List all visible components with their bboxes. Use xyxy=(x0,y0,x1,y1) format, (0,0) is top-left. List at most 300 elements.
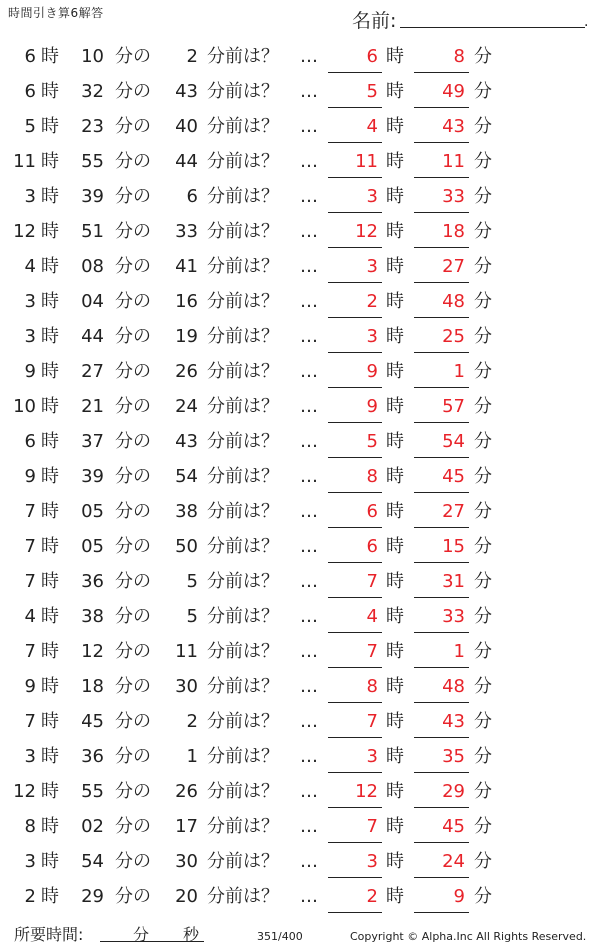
answer-hour-line[interactable] xyxy=(328,247,382,248)
answer-minute-label: 分 xyxy=(474,361,492,382)
answer-minute-line[interactable] xyxy=(414,177,469,178)
hour-label: 時 xyxy=(41,151,59,172)
answer-minute-label: 分 xyxy=(474,536,492,557)
start-hour: 10 xyxy=(13,396,36,417)
before-label: 分前は？ xyxy=(207,431,279,452)
before-label: 分前は？ xyxy=(207,116,279,137)
of-label: 分の xyxy=(115,886,151,907)
start-minute: 12 xyxy=(81,641,104,662)
answer-hour-line[interactable] xyxy=(328,877,382,878)
answer-hour: 5 xyxy=(366,431,378,452)
start-minute: 36 xyxy=(81,571,104,592)
problem-row xyxy=(0,145,600,180)
answer-minute: 27 xyxy=(442,256,465,277)
answer-minute-label: 分 xyxy=(474,396,492,417)
answer-minute-line[interactable] xyxy=(414,737,469,738)
problem-row xyxy=(0,320,600,355)
answer-minute-label: 分 xyxy=(474,81,492,102)
start-hour: 12 xyxy=(13,781,36,802)
of-label: 分の xyxy=(115,81,151,102)
start-minute: 23 xyxy=(81,116,104,137)
answer-hour-line[interactable] xyxy=(328,457,382,458)
problem-row xyxy=(0,40,600,75)
answer-hour-line[interactable] xyxy=(328,212,382,213)
answer-hour: 7 xyxy=(366,816,378,837)
start-minute: 55 xyxy=(81,151,104,172)
start-hour: 9 xyxy=(24,466,36,487)
ellipsis: … xyxy=(300,46,318,67)
problem-list xyxy=(0,40,600,915)
minutes-before: 1 xyxy=(186,746,198,767)
of-label: 分の xyxy=(115,816,151,837)
start-minute: 02 xyxy=(81,816,104,837)
of-label: 分の xyxy=(115,711,151,732)
answer-minute-line[interactable] xyxy=(414,247,469,248)
start-hour: 11 xyxy=(13,151,36,172)
start-minute: 29 xyxy=(81,886,104,907)
answer-minute-line[interactable] xyxy=(414,632,469,633)
hour-label: 時 xyxy=(41,396,59,417)
answer-minute-label: 分 xyxy=(474,571,492,592)
minutes-before: 24 xyxy=(175,396,198,417)
before-label: 分前は？ xyxy=(207,396,279,417)
start-hour: 6 xyxy=(24,81,36,102)
answer-minute: 45 xyxy=(442,816,465,837)
problem-row xyxy=(0,110,600,145)
answer-minute-line[interactable] xyxy=(414,282,469,283)
time-required-label: 所要時間: xyxy=(14,925,84,944)
minutes-before: 2 xyxy=(186,46,198,67)
before-label: 分前は？ xyxy=(207,571,279,592)
of-label: 分の xyxy=(115,326,151,347)
before-label: 分前は？ xyxy=(207,711,279,732)
start-hour: 8 xyxy=(24,816,36,837)
start-hour: 4 xyxy=(24,256,36,277)
answer-minute: 48 xyxy=(442,676,465,697)
answer-hour-line[interactable] xyxy=(328,667,382,668)
hour-label: 時 xyxy=(41,116,59,137)
before-label: 分前は？ xyxy=(207,186,279,207)
minutes-before: 33 xyxy=(175,221,198,242)
answer-minute-line[interactable] xyxy=(414,142,469,143)
of-label: 分の xyxy=(115,676,151,697)
problem-row xyxy=(0,180,600,215)
start-hour: 3 xyxy=(24,186,36,207)
answer-minute: 33 xyxy=(442,186,465,207)
answer-hour-label: 時 xyxy=(386,431,404,452)
start-minute: 05 xyxy=(81,536,104,557)
answer-minute-label: 分 xyxy=(474,431,492,452)
hour-label: 時 xyxy=(41,571,59,592)
of-label: 分の xyxy=(115,536,151,557)
answer-minute-label: 分 xyxy=(474,851,492,872)
before-label: 分前は？ xyxy=(207,291,279,312)
name-field-end: . xyxy=(584,14,589,30)
answer-hour-line[interactable] xyxy=(328,772,382,773)
answer-minute: 9 xyxy=(453,886,465,907)
problem-row xyxy=(0,775,600,810)
answer-hour: 6 xyxy=(366,46,378,67)
answer-hour: 8 xyxy=(366,676,378,697)
minutes-before: 19 xyxy=(175,326,198,347)
answer-hour: 12 xyxy=(355,221,378,242)
before-label: 分前は？ xyxy=(207,326,279,347)
ellipsis: … xyxy=(300,396,318,417)
start-hour: 7 xyxy=(24,641,36,662)
before-label: 分前は？ xyxy=(207,361,279,382)
answer-hour-label: 時 xyxy=(386,361,404,382)
answer-hour-line[interactable] xyxy=(328,72,382,73)
of-label: 分の xyxy=(115,186,151,207)
answer-hour: 3 xyxy=(366,746,378,767)
answer-hour-label: 時 xyxy=(386,466,404,487)
answer-hour-label: 時 xyxy=(386,501,404,522)
ellipsis: … xyxy=(300,676,318,697)
ellipsis: … xyxy=(300,326,318,347)
answer-minute-label: 分 xyxy=(474,606,492,627)
answer-hour-label: 時 xyxy=(386,746,404,767)
answer-hour-line[interactable] xyxy=(328,527,382,528)
answer-hour-label: 時 xyxy=(386,816,404,837)
answer-minute-label: 分 xyxy=(474,886,492,907)
answer-hour: 3 xyxy=(366,851,378,872)
answer-hour: 5 xyxy=(366,81,378,102)
minutes-before: 41 xyxy=(175,256,198,277)
ellipsis: … xyxy=(300,501,318,522)
hour-label: 時 xyxy=(41,501,59,522)
start-hour: 2 xyxy=(24,886,36,907)
answer-hour-line[interactable] xyxy=(328,317,382,318)
answer-minute-line[interactable] xyxy=(414,492,469,493)
problem-row xyxy=(0,460,600,495)
problem-row xyxy=(0,390,600,425)
of-label: 分の xyxy=(115,501,151,522)
problem-row xyxy=(0,285,600,320)
ellipsis: … xyxy=(300,606,318,627)
before-label: 分前は？ xyxy=(207,606,279,627)
start-minute: 32 xyxy=(81,81,104,102)
of-label: 分の xyxy=(115,361,151,382)
ellipsis: … xyxy=(300,641,318,662)
name-field-line[interactable] xyxy=(400,27,585,28)
answer-minute: 15 xyxy=(442,536,465,557)
answer-hour-line[interactable] xyxy=(328,562,382,563)
of-label: 分の xyxy=(115,256,151,277)
start-minute: 04 xyxy=(81,291,104,312)
ellipsis: … xyxy=(300,816,318,837)
answer-hour-label: 時 xyxy=(386,606,404,627)
of-label: 分の xyxy=(115,431,151,452)
answer-hour-line[interactable] xyxy=(328,737,382,738)
answer-minute-line[interactable] xyxy=(414,667,469,668)
answer-hour-line[interactable] xyxy=(328,492,382,493)
minutes-before: 44 xyxy=(175,151,198,172)
problem-row xyxy=(0,880,600,915)
hour-label: 時 xyxy=(41,781,59,802)
answer-minute-label: 分 xyxy=(474,291,492,312)
answer-minute: 29 xyxy=(442,781,465,802)
of-label: 分の xyxy=(115,746,151,767)
answer-minute-line[interactable] xyxy=(414,72,469,73)
hour-label: 時 xyxy=(41,606,59,627)
answer-hour-line[interactable] xyxy=(328,387,382,388)
problem-row xyxy=(0,215,600,250)
answer-hour: 3 xyxy=(366,256,378,277)
answer-minute-line[interactable] xyxy=(414,317,469,318)
answer-minute-line[interactable] xyxy=(414,807,469,808)
before-label: 分前は？ xyxy=(207,46,279,67)
answer-minute: 1 xyxy=(453,641,465,662)
before-label: 分前は？ xyxy=(207,81,279,102)
answer-hour-line[interactable] xyxy=(328,352,382,353)
hour-label: 時 xyxy=(41,466,59,487)
answer-minute: 57 xyxy=(442,396,465,417)
answer-hour: 2 xyxy=(366,886,378,907)
ellipsis: … xyxy=(300,746,318,767)
problem-row xyxy=(0,530,600,565)
start-hour: 7 xyxy=(24,711,36,732)
minutes-before: 43 xyxy=(175,431,198,452)
answer-minute: 1 xyxy=(453,361,465,382)
hour-label: 時 xyxy=(41,711,59,732)
answer-minute-label: 分 xyxy=(474,711,492,732)
answer-minute-label: 分 xyxy=(474,781,492,802)
minutes-before: 40 xyxy=(175,116,198,137)
answer-hour-line[interactable] xyxy=(328,282,382,283)
answer-hour-line[interactable] xyxy=(328,597,382,598)
answer-hour-line[interactable] xyxy=(328,422,382,423)
ellipsis: … xyxy=(300,851,318,872)
start-hour: 3 xyxy=(24,746,36,767)
start-minute: 45 xyxy=(81,711,104,732)
minutes-before: 17 xyxy=(175,816,198,837)
ellipsis: … xyxy=(300,256,318,277)
ellipsis: … xyxy=(300,186,318,207)
answer-minute: 48 xyxy=(442,291,465,312)
answer-hour-label: 時 xyxy=(386,186,404,207)
before-label: 分前は？ xyxy=(207,851,279,872)
of-label: 分の xyxy=(115,571,151,592)
ellipsis: … xyxy=(300,886,318,907)
start-minute: 44 xyxy=(81,326,104,347)
answer-hour-label: 時 xyxy=(386,221,404,242)
worksheet-title: 時間引き算6解答 xyxy=(8,6,104,20)
start-hour: 3 xyxy=(24,326,36,347)
hour-label: 時 xyxy=(41,536,59,557)
problem-row xyxy=(0,810,600,845)
answer-hour-line[interactable] xyxy=(328,912,382,913)
answer-minute-line[interactable] xyxy=(414,877,469,878)
answer-minute-line[interactable] xyxy=(414,387,469,388)
answer-minute: 24 xyxy=(442,851,465,872)
before-label: 分前は？ xyxy=(207,221,279,242)
minutes-before: 5 xyxy=(186,571,198,592)
minutes-before: 54 xyxy=(175,466,198,487)
answer-minute-label: 分 xyxy=(474,46,492,67)
hour-label: 時 xyxy=(41,291,59,312)
answer-hour: 3 xyxy=(366,186,378,207)
start-minute: 21 xyxy=(81,396,104,417)
start-minute: 05 xyxy=(81,501,104,522)
before-label: 分前は？ xyxy=(207,781,279,802)
answer-minute-line[interactable] xyxy=(414,562,469,563)
answer-minute-line[interactable] xyxy=(414,912,469,913)
answer-minute-line[interactable] xyxy=(414,597,469,598)
answer-hour-label: 時 xyxy=(386,571,404,592)
answer-hour: 4 xyxy=(366,606,378,627)
answer-minute-line[interactable] xyxy=(414,212,469,213)
before-label: 分前は？ xyxy=(207,641,279,662)
hour-label: 時 xyxy=(41,361,59,382)
before-label: 分前は？ xyxy=(207,536,279,557)
start-hour: 9 xyxy=(24,676,36,697)
answer-minute-line[interactable] xyxy=(414,772,469,773)
minutes-before: 26 xyxy=(175,781,198,802)
answer-hour-line[interactable] xyxy=(328,702,382,703)
start-minute: 55 xyxy=(81,781,104,802)
minutes-before: 50 xyxy=(175,536,198,557)
answer-hour-label: 時 xyxy=(386,256,404,277)
ellipsis: … xyxy=(300,291,318,312)
start-hour: 12 xyxy=(13,221,36,242)
ellipsis: … xyxy=(300,536,318,557)
start-minute: 08 xyxy=(81,256,104,277)
start-minute: 51 xyxy=(81,221,104,242)
page-number: 351/400 xyxy=(257,930,303,943)
hour-label: 時 xyxy=(41,221,59,242)
answer-hour-label: 時 xyxy=(386,851,404,872)
of-label: 分の xyxy=(115,781,151,802)
answer-hour-line[interactable] xyxy=(328,177,382,178)
answer-minute-line[interactable] xyxy=(414,422,469,423)
ellipsis: … xyxy=(300,116,318,137)
answer-hour-label: 時 xyxy=(386,641,404,662)
minutes-before: 20 xyxy=(175,886,198,907)
ellipsis: … xyxy=(300,571,318,592)
problem-row xyxy=(0,845,600,880)
of-label: 分の xyxy=(115,851,151,872)
of-label: 分の xyxy=(115,291,151,312)
answer-hour-line[interactable] xyxy=(328,632,382,633)
answer-minute-line[interactable] xyxy=(414,527,469,528)
answer-minute: 33 xyxy=(442,606,465,627)
copyright: Copyright © Alpha.Inc All Rights Reserved. xyxy=(350,930,587,943)
ellipsis: … xyxy=(300,466,318,487)
of-label: 分の xyxy=(115,116,151,137)
answer-hour: 9 xyxy=(366,361,378,382)
start-hour: 3 xyxy=(24,851,36,872)
hour-label: 時 xyxy=(41,886,59,907)
minutes-before: 30 xyxy=(175,676,198,697)
answer-hour-label: 時 xyxy=(386,711,404,732)
answer-hour-label: 時 xyxy=(386,326,404,347)
start-minute: 39 xyxy=(81,466,104,487)
minutes-before: 30 xyxy=(175,851,198,872)
of-label: 分の xyxy=(115,606,151,627)
answer-hour: 3 xyxy=(366,326,378,347)
time-second-label: 秒 xyxy=(183,925,200,944)
answer-minute-line[interactable] xyxy=(414,702,469,703)
answer-minute: 25 xyxy=(442,326,465,347)
of-label: 分の xyxy=(115,641,151,662)
ellipsis: … xyxy=(300,361,318,382)
answer-hour-label: 時 xyxy=(386,291,404,312)
of-label: 分の xyxy=(115,46,151,67)
before-label: 分前は？ xyxy=(207,501,279,522)
answer-hour: 7 xyxy=(366,571,378,592)
problem-row xyxy=(0,670,600,705)
answer-minute: 11 xyxy=(442,151,465,172)
problem-row xyxy=(0,740,600,775)
hour-label: 時 xyxy=(41,816,59,837)
answer-minute: 35 xyxy=(442,746,465,767)
minutes-before: 6 xyxy=(186,186,198,207)
answer-hour-line[interactable] xyxy=(328,807,382,808)
of-label: 分の xyxy=(115,151,151,172)
answer-hour-label: 時 xyxy=(386,781,404,802)
answer-hour: 4 xyxy=(366,116,378,137)
start-hour: 7 xyxy=(24,571,36,592)
minutes-before: 11 xyxy=(175,641,198,662)
start-minute: 38 xyxy=(81,606,104,627)
answer-hour-label: 時 xyxy=(386,886,404,907)
hour-label: 時 xyxy=(41,186,59,207)
answer-minute-line[interactable] xyxy=(414,842,469,843)
answer-hour: 12 xyxy=(355,781,378,802)
start-minute: 27 xyxy=(81,361,104,382)
answer-minute-line[interactable] xyxy=(414,352,469,353)
start-hour: 3 xyxy=(24,291,36,312)
hour-label: 時 xyxy=(41,641,59,662)
start-minute: 39 xyxy=(81,186,104,207)
answer-minute-label: 分 xyxy=(474,466,492,487)
answer-hour: 11 xyxy=(355,151,378,172)
before-label: 分前は？ xyxy=(207,256,279,277)
before-label: 分前は？ xyxy=(207,676,279,697)
answer-minute-line[interactable] xyxy=(414,107,469,108)
minutes-before: 5 xyxy=(186,606,198,627)
answer-hour-label: 時 xyxy=(386,81,404,102)
answer-hour: 9 xyxy=(366,396,378,417)
ellipsis: … xyxy=(300,781,318,802)
answer-minute-label: 分 xyxy=(474,326,492,347)
answer-hour-label: 時 xyxy=(386,116,404,137)
hour-label: 時 xyxy=(41,676,59,697)
answer-hour-line[interactable] xyxy=(328,142,382,143)
answer-minute: 8 xyxy=(453,46,465,67)
answer-minute-line[interactable] xyxy=(414,457,469,458)
problem-row xyxy=(0,495,600,530)
start-hour: 4 xyxy=(24,606,36,627)
start-hour: 7 xyxy=(24,501,36,522)
answer-hour-label: 時 xyxy=(386,676,404,697)
problem-row xyxy=(0,75,600,110)
start-hour: 7 xyxy=(24,536,36,557)
answer-minute-label: 分 xyxy=(474,676,492,697)
answer-minute: 45 xyxy=(442,466,465,487)
answer-hour-line[interactable] xyxy=(328,107,382,108)
answer-hour-label: 時 xyxy=(386,46,404,67)
problem-row xyxy=(0,635,600,670)
answer-hour-line[interactable] xyxy=(328,842,382,843)
start-minute: 36 xyxy=(81,746,104,767)
start-minute: 10 xyxy=(81,46,104,67)
answer-hour-label: 時 xyxy=(386,536,404,557)
answer-minute-label: 分 xyxy=(474,641,492,662)
minutes-before: 38 xyxy=(175,501,198,522)
before-label: 分前は？ xyxy=(207,151,279,172)
start-hour: 5 xyxy=(24,116,36,137)
